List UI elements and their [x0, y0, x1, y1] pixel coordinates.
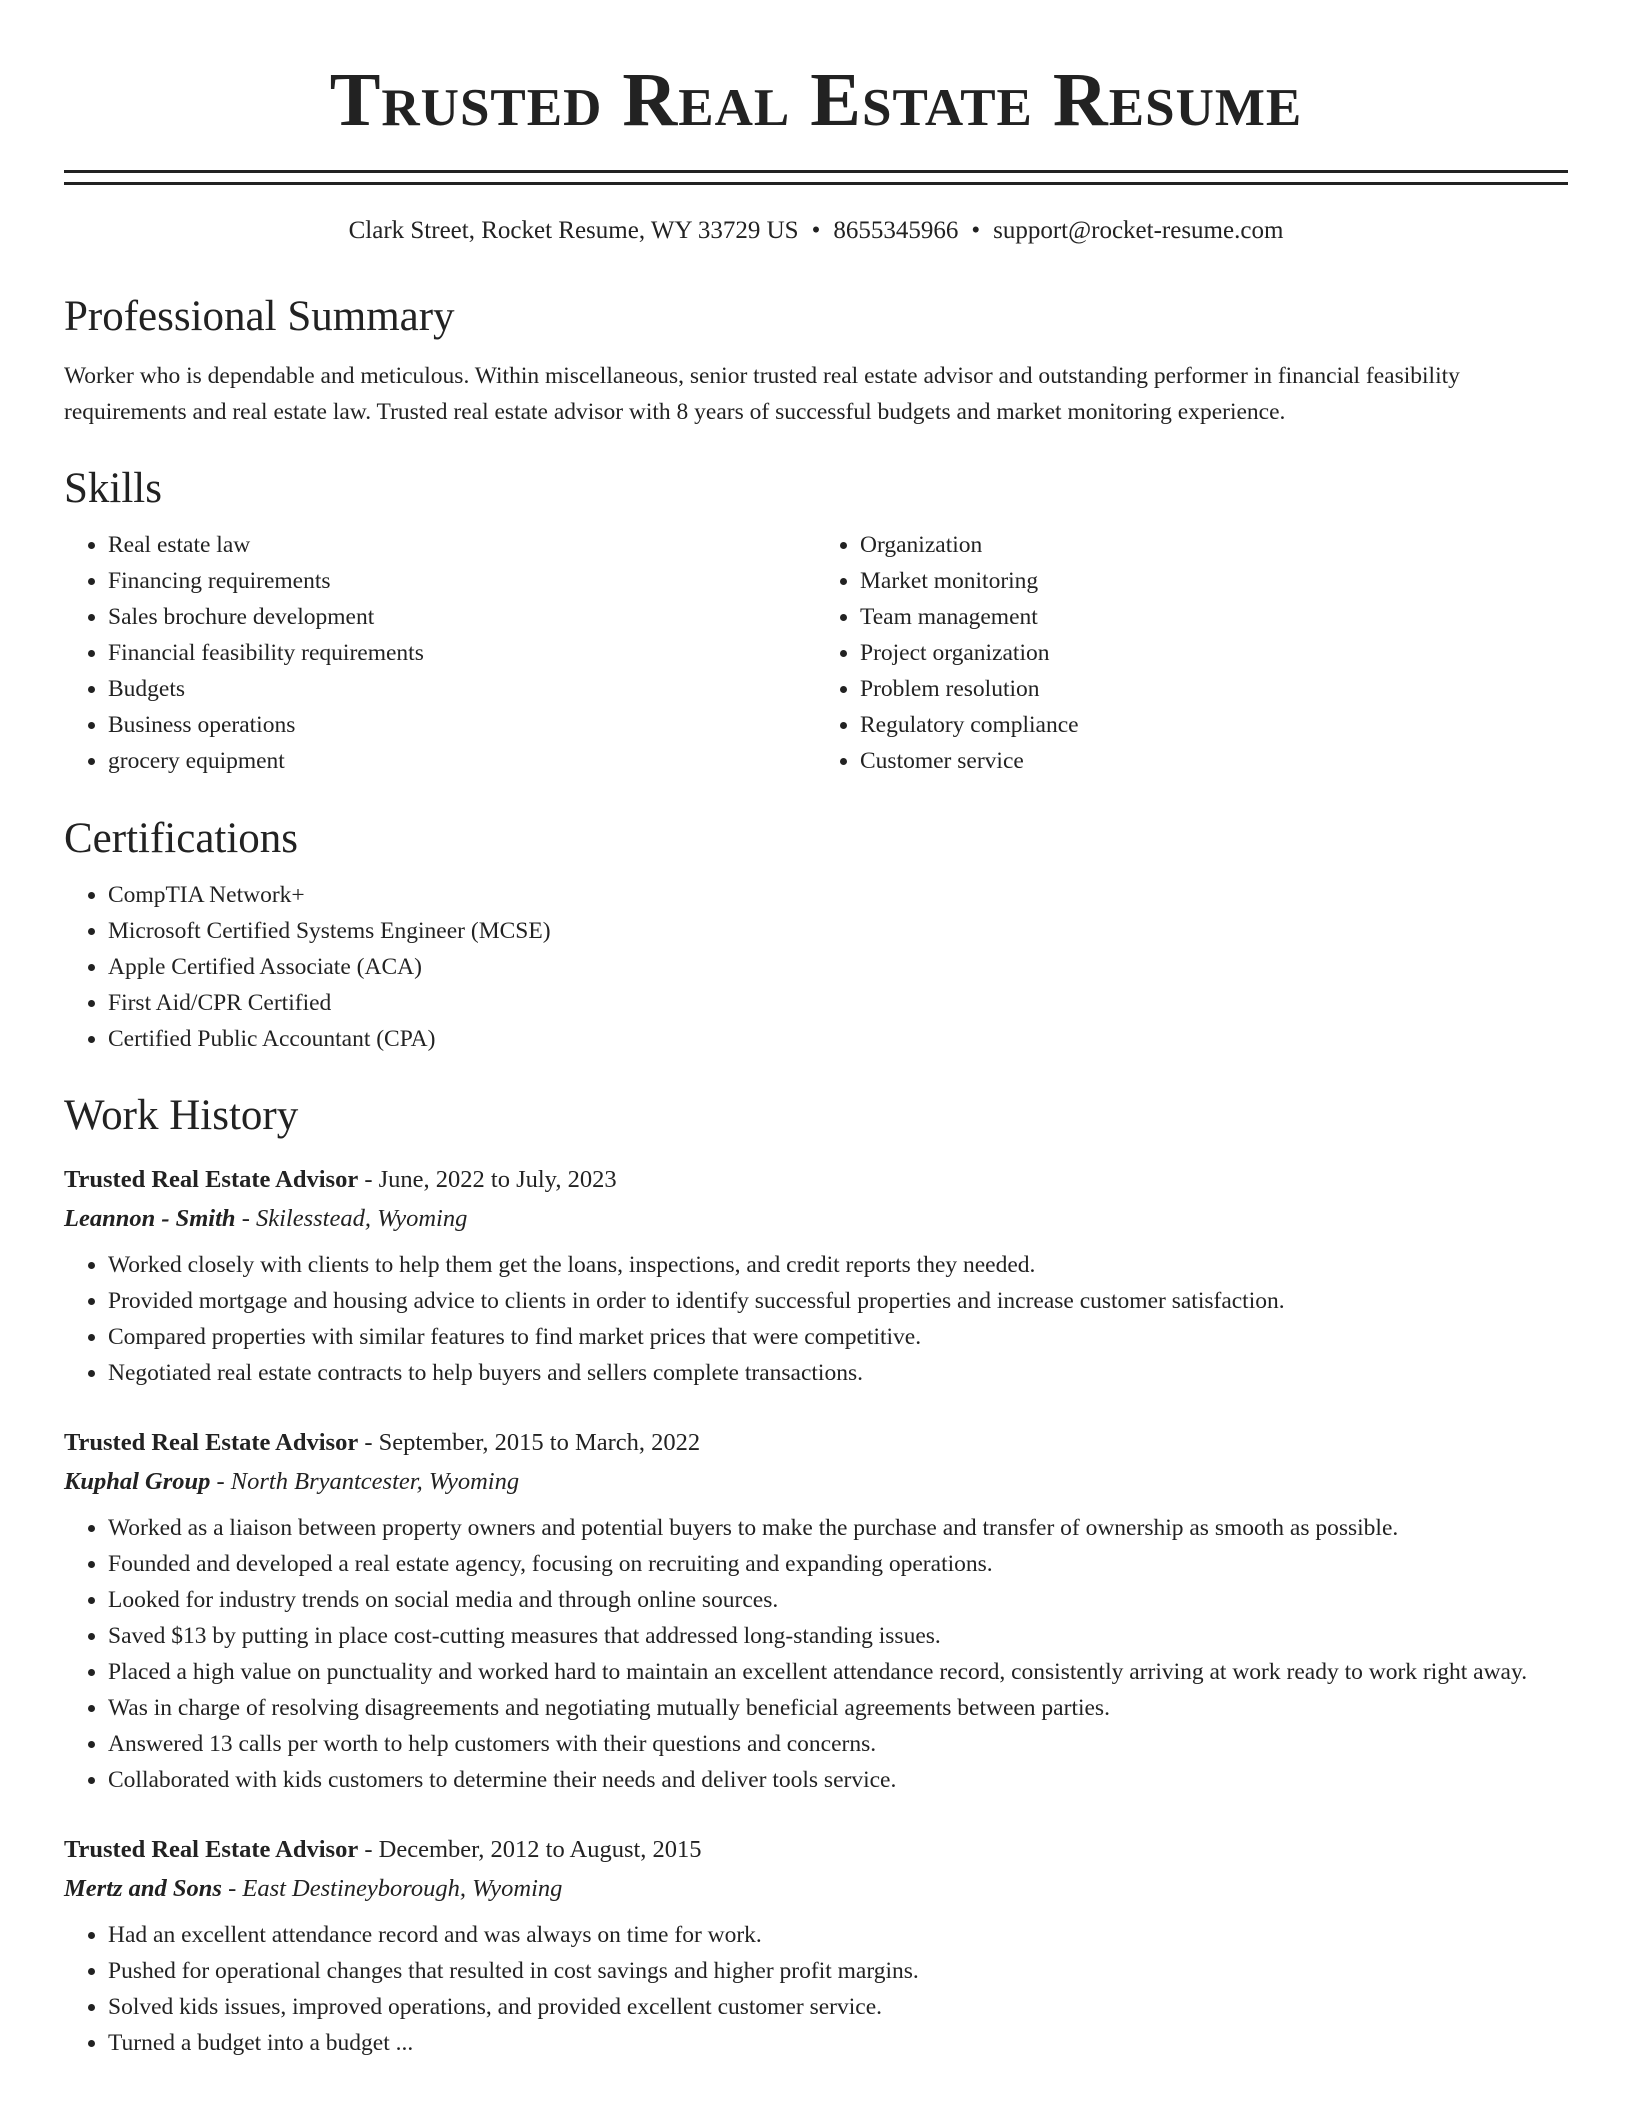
skills-list-right — [816, 527, 1568, 779]
contact-address: Clark Street, Rocket Resume, WY 33729 US — [348, 217, 799, 244]
job-bullet: • Looked for industry trends on social media and through online sources. — [108, 1582, 1568, 1618]
contact-email: support@rocket-resume.com — [993, 217, 1284, 244]
job-bullet: • Placed a high value on punctuality and worked hard to maintain an excellent attendance record, consistently arriving at work ready to work right away. — [108, 1654, 1568, 1690]
work-history-list — [64, 1168, 1568, 2061]
skills-list-left — [64, 527, 816, 779]
job-company-line — [64, 1204, 1568, 1232]
skills-heading: Skills — [64, 465, 162, 512]
summary-heading: Professional Summary — [64, 293, 455, 340]
job-title: Trusted Real Estate Advisor — [64, 1166, 359, 1193]
job-bullet-list — [64, 1510, 1568, 1798]
job-bullet: • Saved $13 by putting in place cost-cutting measures that addressed long-standing issues. — [108, 1618, 1568, 1654]
skill-item: • Project organization — [860, 635, 1568, 671]
job-company: Kuphal Group — [64, 1467, 211, 1495]
certification-item: • Apple Certified Associate (ACA) — [108, 949, 1568, 985]
job-header — [64, 1431, 1568, 1456]
contact-phone: 8655345966 — [833, 217, 959, 244]
job-bullet: • Compared properties with similar features to find market prices that were competitive. — [108, 1319, 1568, 1355]
job-company: Mertz and Sons — [64, 1874, 222, 1902]
certification-item: • CompTIA Network+ — [108, 877, 1568, 913]
skill-item: • grocery equipment — [108, 743, 816, 779]
job-dates: - September, 2015 to March, 2022 — [358, 1429, 701, 1456]
job-bullet-list — [64, 1247, 1568, 1391]
skill-item: • Budgets — [108, 671, 816, 707]
job-entry — [64, 1431, 1568, 1798]
job-bullet: • Provided mortgage and housing advice to clients in order to identify successful properties and increase customer satisfaction. — [108, 1283, 1568, 1319]
contact-separator: • — [971, 217, 981, 244]
job-bullet: • Worked as a liaison between property owners and potential buyers to make the purchase and transfer of ownership as smooth as possible. — [108, 1510, 1568, 1546]
job-location: - East Destineyborough, Wyoming — [221, 1874, 563, 1902]
job-header — [64, 1168, 1568, 1193]
summary-text: Worker who is dependable and meticulous. Within miscellaneous, senior trusted real estate advisor and outstanding performer in financial feasibility requirements and real estate law. Trusted real estate advisor with 8 years of successful budgets and market monitoring experience. — [64, 363, 1460, 425]
skill-item: • Real estate law — [108, 527, 816, 563]
job-dates: - June, 2022 to July, 2023 — [358, 1166, 617, 1193]
skill-item: • Financing requirements — [108, 563, 816, 599]
skill-item: • Market monitoring — [860, 563, 1568, 599]
job-title: Trusted Real Estate Advisor — [64, 1429, 359, 1456]
job-bullet: • Was in charge of resolving disagreements and negotiating mutually beneficial agreements between parties. — [108, 1690, 1568, 1726]
job-company-line — [64, 1874, 1568, 1902]
job-location: - Skilesstead, Wyoming — [235, 1204, 468, 1232]
skills-columns — [64, 527, 1568, 779]
skill-item: • Team management — [860, 599, 1568, 635]
certifications-list — [64, 877, 1568, 1057]
job-bullet: • Answered 13 calls per worth to help customers with their questions and concerns. — [108, 1726, 1568, 1762]
job-bullet: • Turned a budget into a budget ... — [108, 2025, 1568, 2061]
job-bullet: • Negotiated real estate contracts to help buyers and sellers complete transactions. — [108, 1355, 1568, 1391]
job-bullet: • Collaborated with kids customers to determine their needs and deliver tools service. — [108, 1762, 1568, 1798]
job-bullet-list — [64, 1917, 1568, 2061]
certification-item: • Certified Public Accountant (CPA) — [108, 1021, 1568, 1057]
job-entry — [64, 1168, 1568, 1391]
job-company-line — [64, 1467, 1568, 1495]
certification-item: • First Aid/CPR Certified — [108, 985, 1568, 1021]
job-company: Leannon - Smith — [64, 1204, 236, 1232]
job-bullet: • Pushed for operational changes that resulted in cost savings and higher profit margins. — [108, 1953, 1568, 1989]
job-bullet: • Solved kids issues, improved operations, and provided excellent customer service. — [108, 1989, 1568, 2025]
job-bullet: • Worked closely with clients to help them get the loans, inspections, and credit reports they needed. — [108, 1247, 1568, 1283]
job-title: Trusted Real Estate Advisor — [64, 1836, 359, 1863]
skill-item: • Problem resolution — [860, 671, 1568, 707]
skill-item: • Organization — [860, 527, 1568, 563]
skill-item: • Financial feasibility requirements — [108, 635, 816, 671]
job-dates: - December, 2012 to August, 2015 — [358, 1836, 702, 1863]
work-history-heading: Work History — [64, 1092, 299, 1139]
contact-separator: • — [811, 217, 821, 244]
job-bullet: • Founded and developed a real estate agency, focusing on recruiting and expanding operations. — [108, 1546, 1568, 1582]
contact-line — [64, 213, 1568, 248]
job-bullet: • Had an excellent attendance record and was always on time for work. — [108, 1917, 1568, 1953]
title-double-rule — [64, 170, 1568, 185]
resume-title: Trusted Real Estate Resume — [329, 58, 1303, 142]
certifications-heading: Certifications — [64, 815, 299, 862]
skill-item: • Business operations — [108, 707, 816, 743]
skill-item: • Sales brochure development — [108, 599, 816, 635]
job-location: - North Bryantcester, Wyoming — [210, 1467, 520, 1495]
certification-item: • Microsoft Certified Systems Engineer (MCSE) — [108, 913, 1568, 949]
job-header — [64, 1838, 1568, 1863]
skill-item: • Customer service — [860, 743, 1568, 779]
skill-item: • Regulatory compliance — [860, 707, 1568, 743]
job-entry — [64, 1838, 1568, 2061]
